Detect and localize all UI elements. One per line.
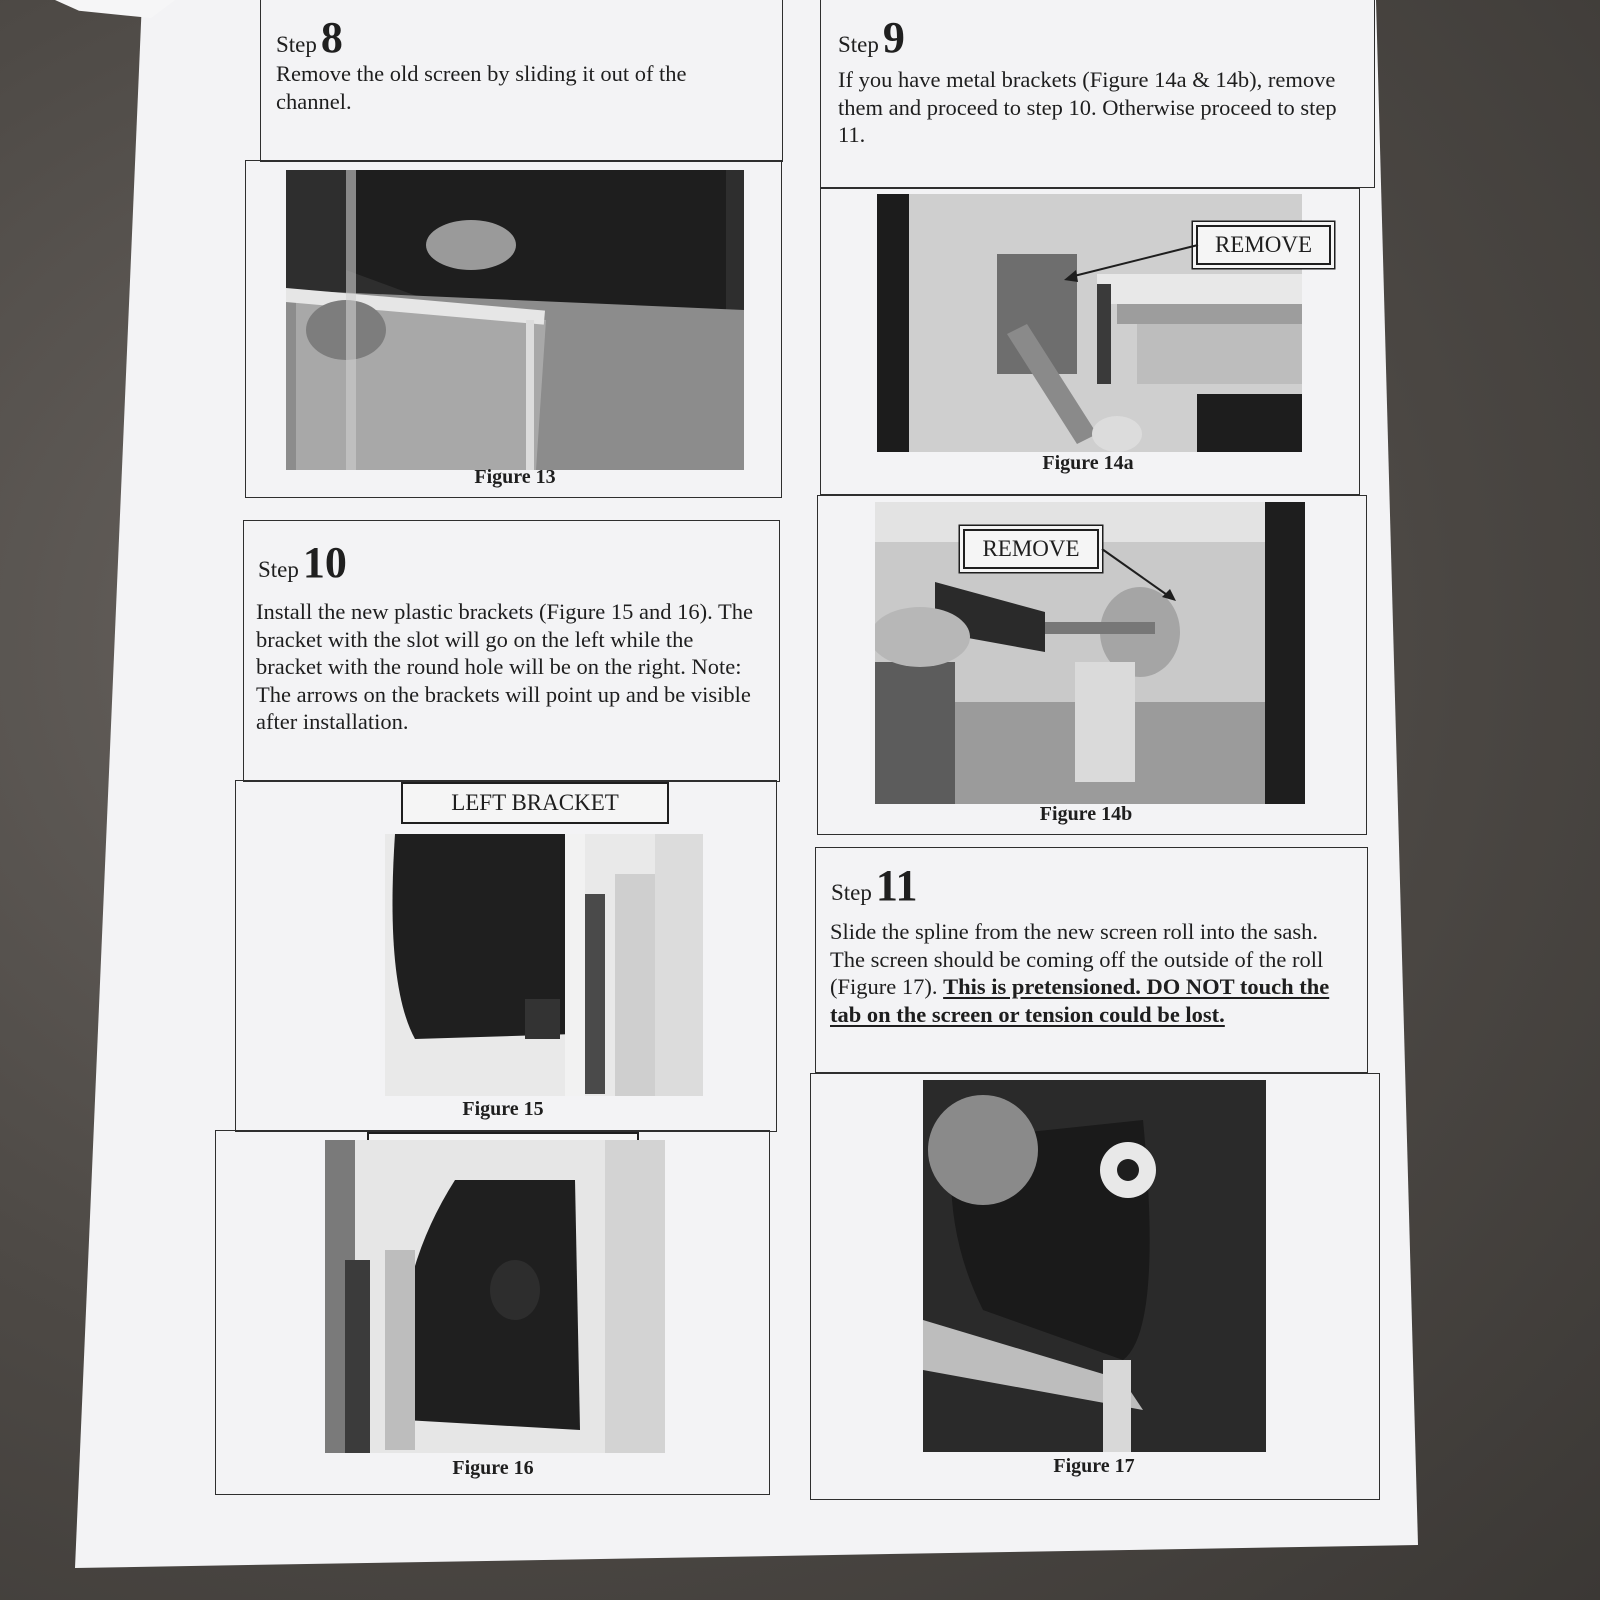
step-10-number: 10 [302, 538, 347, 587]
step-9-heading [838, 12, 905, 63]
step-9-number: 9 [882, 13, 905, 62]
step-11-text-plain: Slide the spline from the new screen roll into the sash. The screen should be coming off the outside of the roll (Figure 17). [830, 919, 1324, 999]
figure-16-caption: Figure 16 [452, 1457, 534, 1479]
figure-17-photo [923, 1080, 1266, 1452]
figure-17-caption: Figure 17 [1053, 1455, 1135, 1477]
figure-15-photo [385, 834, 703, 1096]
figure-13-photo [286, 170, 744, 470]
step-11-text [830, 918, 1355, 1028]
step-8-word: Step [276, 32, 317, 57]
step-10-word: Step [258, 557, 299, 582]
step-10-text: Install the new plastic brackets (Figure 15 and 16). The bracket with the slot will go on the left while the bracket with the round hole will be on the right. Note: The arrows on the brackets will point up and be visible after installation. [256, 599, 753, 734]
step-11-warning: This is pretensioned. DO NOT touch the tab on the screen or tension could be lost. [830, 974, 1330, 1027]
remove-label-14a: REMOVE [1196, 225, 1331, 265]
figure-13-caption: Figure 13 [474, 466, 556, 488]
step-11-word: Step [831, 880, 872, 905]
figure-15-caption: Figure 15 [462, 1098, 544, 1120]
left-bracket-label: LEFT BRACKET [401, 782, 669, 824]
remove-arrow-14b [1100, 545, 1180, 605]
remove-arrow-14a [1060, 240, 1200, 285]
step-8-text: Remove the old screen by sliding it out of the channel. [276, 61, 687, 114]
figure-14b-caption: Figure 14b [1039, 803, 1133, 825]
step-9-word: Step [838, 32, 879, 57]
step-10-heading [258, 537, 347, 588]
step-8-number: 8 [320, 13, 343, 62]
step-9-text: If you have metal brackets (Figure 14a & 14b), remove them and proceed to step 10. Otherwise proceed to step 11. [838, 67, 1337, 147]
step-11-heading [831, 860, 917, 911]
figure-16-photo [325, 1140, 665, 1453]
step-11-number: 11 [875, 861, 918, 910]
step-8-heading [276, 12, 343, 63]
figure-14a-caption: Figure 14a [1042, 452, 1134, 474]
remove-label-14b: REMOVE [963, 529, 1099, 569]
